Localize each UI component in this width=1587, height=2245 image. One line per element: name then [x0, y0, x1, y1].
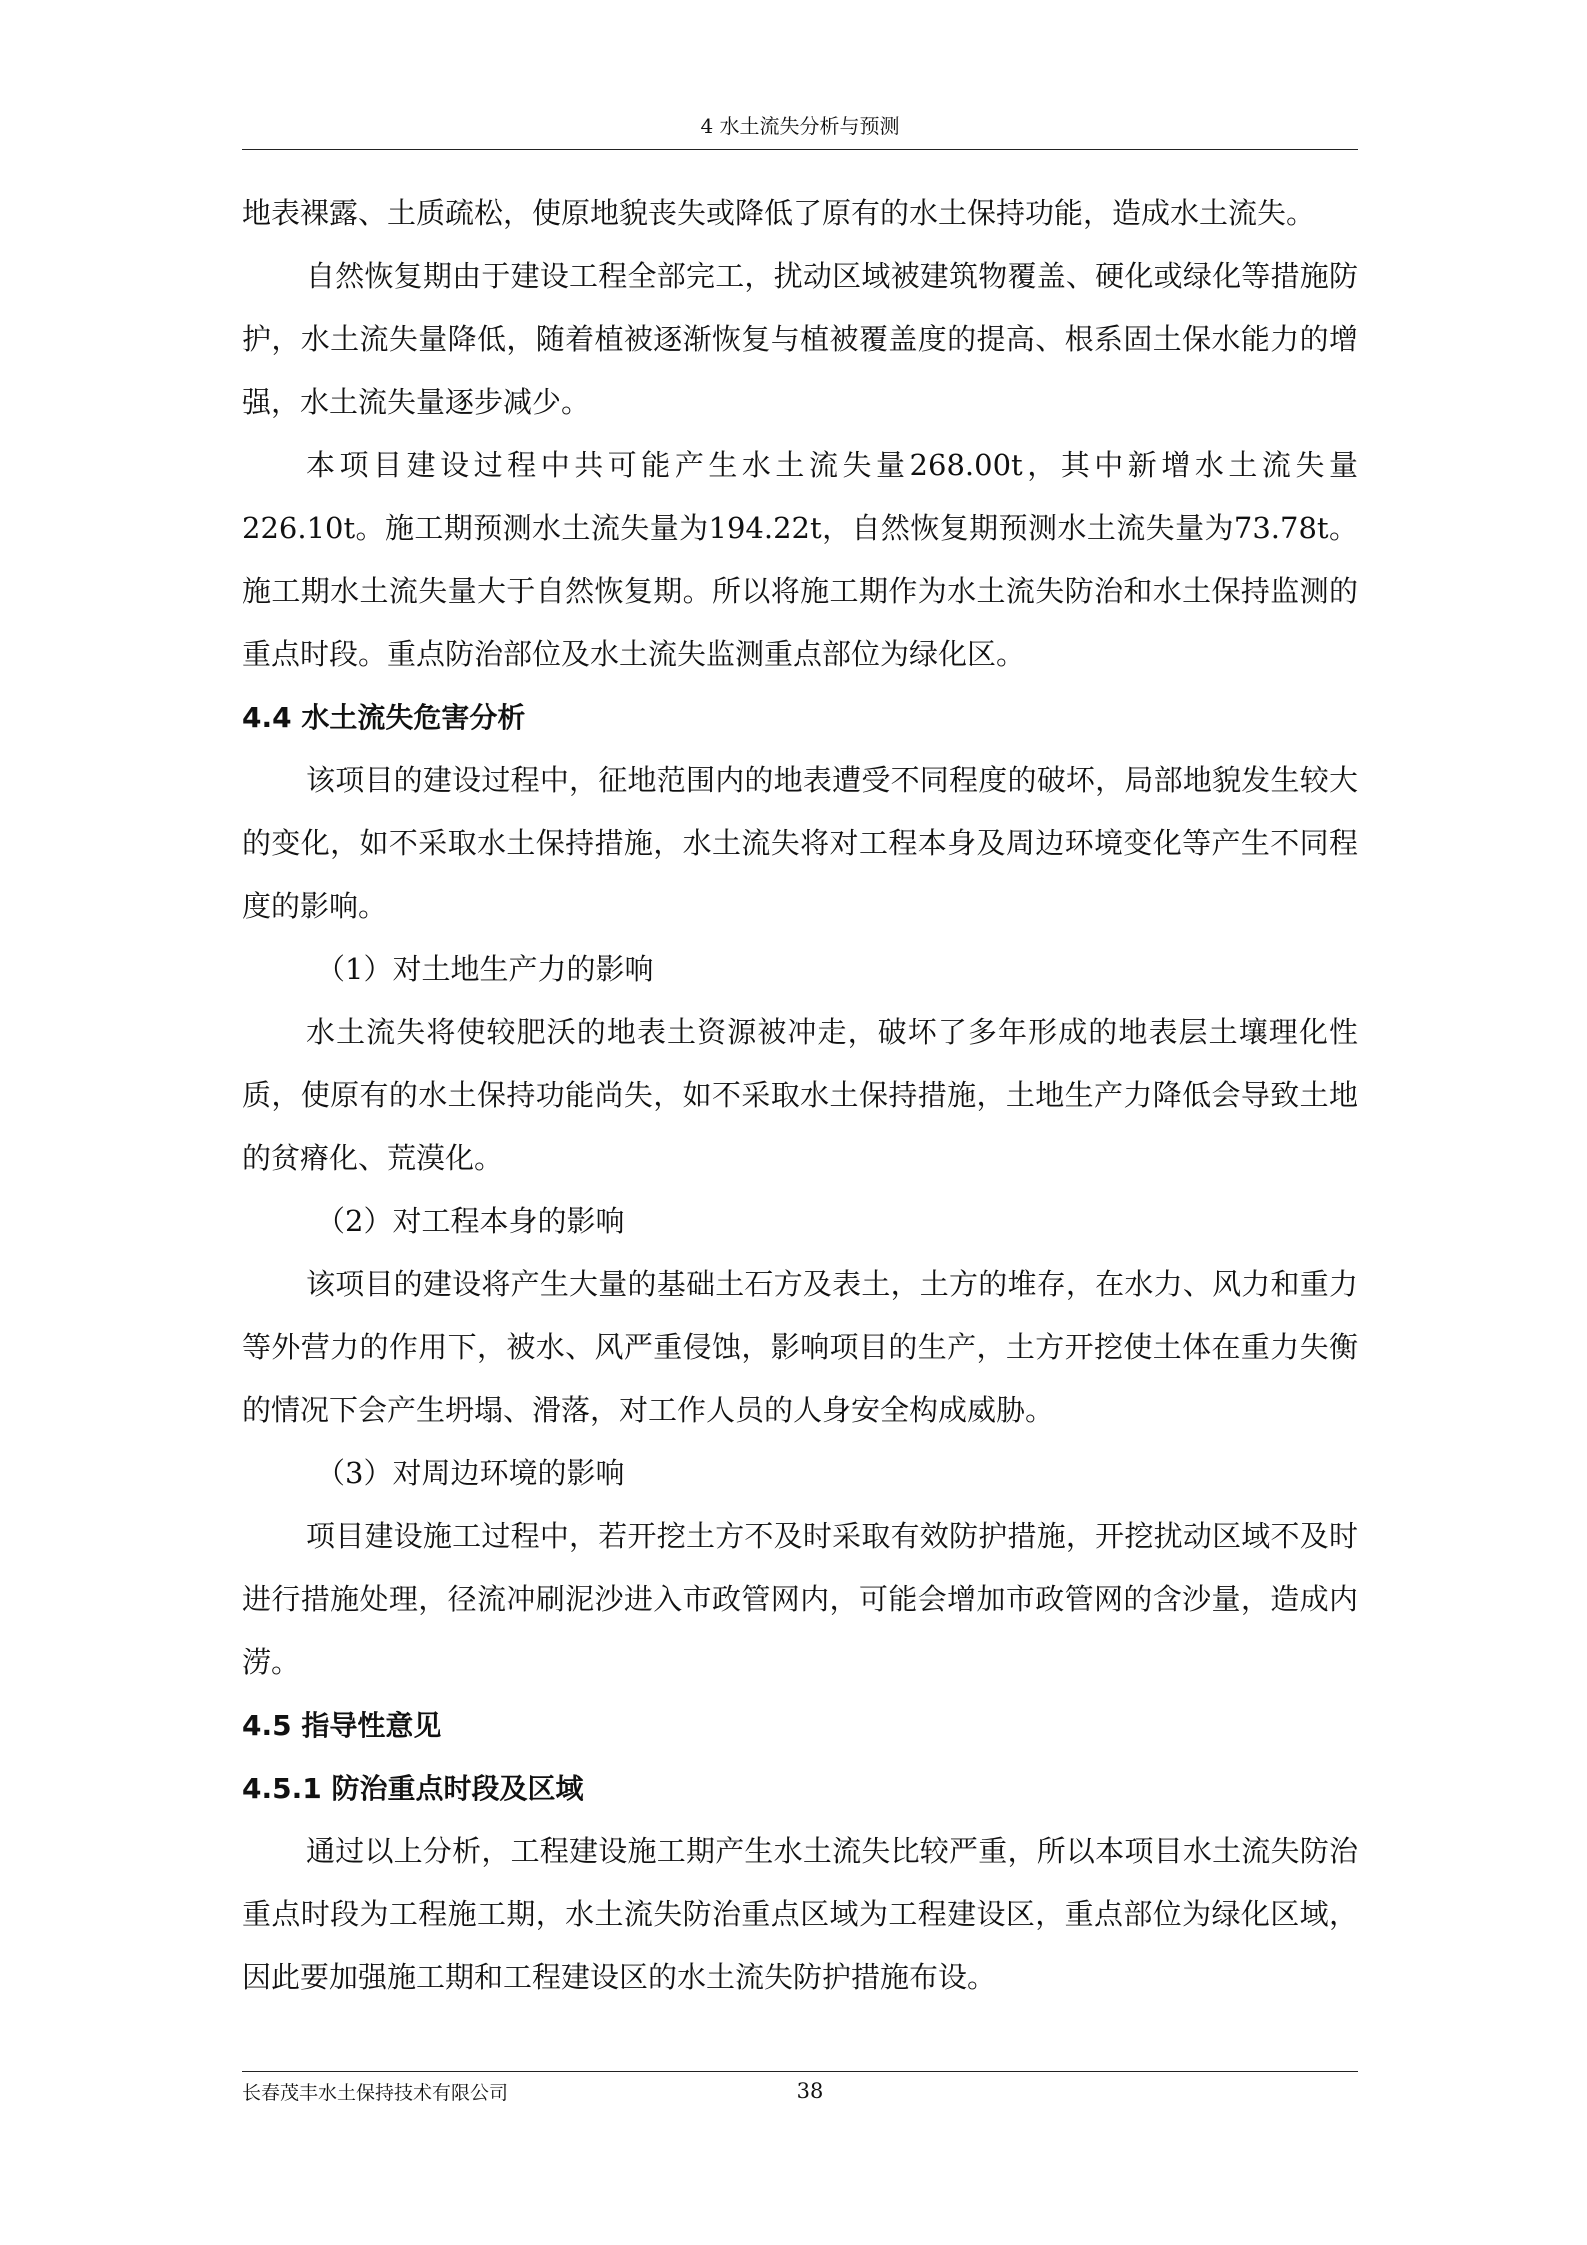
- paragraph-project-itself: 该项目的建设将产生大量的基础土石方及表土，土方的堆存，在水力、风力和重力等外营力的作用下，被水、风严重侵蚀，影响项目的生产，土方开挖使土体在重力失衡的情况下会产生坍塌、滑落，对工作人员的人身安全构成威胁。: [242, 1267, 1358, 1427]
- paragraph-land-productivity: 水土流失将使较肥沃的地表土资源被冲走，破坏了多年形成的地表层土壤理化性质，使原有的水土保持功能尚失，如不采取水土保持措施，土地生产力降低会导致土地的贫瘠化、荒漠化。: [242, 1015, 1358, 1175]
- section-heading-4-5: 4.5 指导性意见: [242, 1709, 442, 1742]
- subheading-surrounding-environment: （3）对周边环境的影响: [316, 1456, 625, 1490]
- page-content: [242, 182, 1358, 2009]
- header-divider: [242, 149, 1358, 150]
- paragraph-key-periods: 通过以上分析，工程建设施工期产生水土流失比较严重，所以本项目水土流失防治重点时段为工程施工期，水土流失防治重点区域为工程建设区，重点部位为绿化区域，因此要加强施工期和工程建设区的水土流失防护措施布设。: [242, 1834, 1358, 1994]
- paragraph-surrounding-environment: 项目建设施工过程中，若开挖土方不及时采取有效防护措施，开挖扰动区域不及时进行措施处理，径流冲刷泥沙进入市政管网内，可能会增加市政管网的含沙量，造成内涝。: [242, 1519, 1358, 1679]
- footer-divider: [242, 2071, 1358, 2072]
- subheading-project-itself: （2）对工程本身的影响: [316, 1204, 625, 1238]
- page-header-title: 4 水土流失分析与预测: [700, 114, 900, 138]
- section-heading-4-5-1: 4.5.1 防治重点时段及区域: [242, 1772, 584, 1805]
- subheading-land-productivity: （1）对土地生产力的影响: [316, 952, 654, 986]
- paragraph-continued: 地表裸露、土质疏松，使原地貌丧失或降低了原有的水土保持功能，造成水土流失。: [242, 196, 1316, 230]
- paragraph-natural-recovery: 自然恢复期由于建设工程全部完工，扰动区域被建筑物覆盖、硬化或绿化等措施防护，水土流失量降低，随着植被逐渐恢复与植被覆盖度的提高、根系固土保水能力的增强，水土流失量逐步减少。: [242, 259, 1358, 419]
- paragraph-loss-amount: 本项目建设过程中共可能产生水土流失量268.00t，其中新增水土流失量226.10t。施工期预测水土流失量为194.22t，自然恢复期预测水土流失量为73.78t。施工期水土流失量大于自然恢复期。所以将施工期作为水土流失防治和水土保持监测的重点时段。重点防治部位及水土流失监测重点部位为绿化区。: [242, 448, 1358, 671]
- section-heading-4-4: 4.4 水土流失危害分析: [242, 701, 526, 734]
- paragraph-hazard-intro: 该项目的建设过程中，征地范围内的地表遭受不同程度的破坏，局部地貌发生较大的变化，如不采取水土保持措施，水土流失将对工程本身及周边环境变化等产生不同程度的影响。: [242, 763, 1358, 923]
- footer-company-name: 长春茂丰水土保持技术有限公司: [242, 2082, 509, 2104]
- page-number: 38: [796, 2079, 824, 2103]
